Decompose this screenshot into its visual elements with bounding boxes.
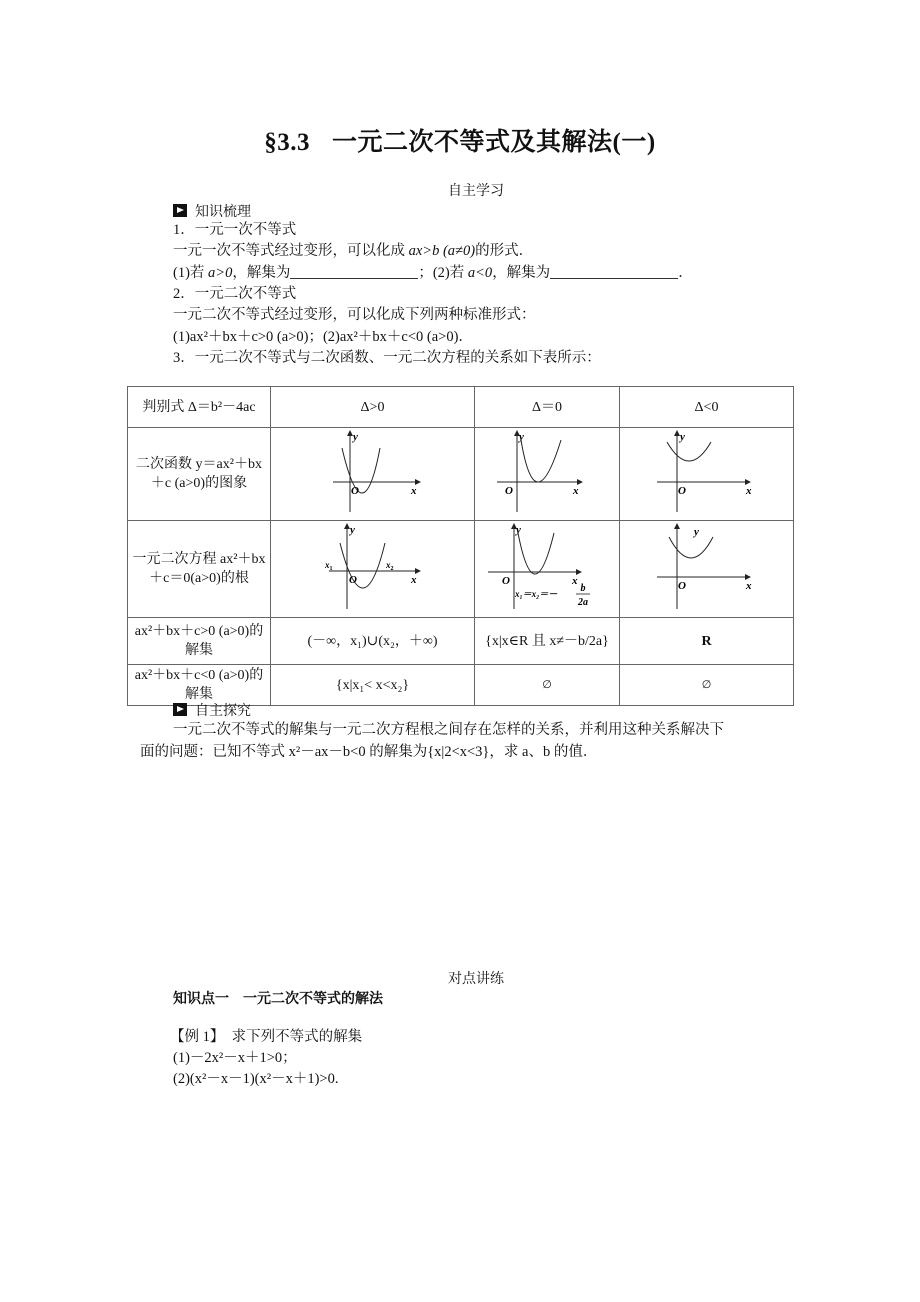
roots-none-graph: [647, 521, 767, 611]
roots-one-graph: [482, 521, 612, 611]
play-triangle-icon: [173, 703, 187, 716]
root-x1-label: $x_1$: [324, 560, 332, 572]
self-study-heading: 自主学习: [448, 183, 504, 199]
table-row-gt-solution: [128, 618, 794, 665]
graph-cell-neg: [620, 428, 794, 521]
problem-1: (1)－2x²－x＋1>0；: [173, 1050, 297, 1066]
case1-suffix: ，解集为: [232, 265, 291, 281]
row-header-roots: 一元二次方程 ax²＋bx＋c＝0(a>0)的根: [128, 521, 271, 618]
roots-cell-pos: [271, 521, 475, 618]
answer-blank-1[interactable]: [290, 278, 418, 279]
roots-two-graph: [323, 521, 423, 611]
explore-text-line1: 一元二次不等式的解集与一元二次方程根之间存在怎样的关系，并利用这种关系解决下: [173, 722, 724, 738]
col-header-pos: Δ>0: [271, 387, 475, 428]
relationship-table: [127, 386, 794, 706]
gt-solution-neg: R: [620, 618, 794, 665]
practice-heading: 对点讲练: [448, 971, 504, 987]
parabola-curve: [667, 442, 711, 461]
example-label: 【例 1】: [170, 1029, 225, 1045]
table-row-graph: [128, 428, 794, 521]
parabola-no-root-graph: [647, 428, 767, 514]
case2-suffix: ，解集为: [492, 265, 551, 281]
example-1: [170, 1027, 362, 1047]
parabola-two-roots-graph: [323, 428, 423, 514]
gt-solution-pos: (－∞，x₁)∪(x₂，＋∞): [271, 618, 475, 665]
x-label: x: [410, 574, 416, 586]
row-header-discriminant: 判别式 Δ＝b²－4ac: [128, 387, 271, 428]
x-label: x: [410, 485, 416, 497]
problem-2: (2)(x²－x－1)(x²－x＋1)>0.: [173, 1071, 339, 1087]
lt-solution-pos: {x|x₁< x<x₂}: [271, 665, 475, 706]
item1-form: ax>b (a≠0): [408, 243, 476, 259]
origin-label: O: [677, 580, 686, 592]
case-separator: ；: [418, 265, 433, 281]
item1-text: [173, 241, 533, 261]
y-axis-arrow-icon: [674, 523, 680, 529]
col-header-neg: Δ<0: [620, 387, 794, 428]
section-title: 一元二次不等式及其解法(一): [332, 129, 656, 156]
example-text: 求下列不等式的解集: [231, 1029, 363, 1045]
parabola-curve: [669, 537, 713, 558]
line-end: ．: [678, 265, 693, 281]
parabola-one-root-graph: [487, 428, 607, 514]
table-row-discriminant: [128, 387, 794, 428]
explore-heading-label: 自主探究: [195, 703, 251, 719]
section-number: §3.3: [264, 129, 311, 156]
gt-solution-zero: {x|x∈R 且 x≠－b/2a}: [475, 618, 620, 665]
lt-solution-zero: ∅: [475, 665, 620, 706]
row-header-graph: 二次函数 y＝ax²＋bx＋c (a>0)的图象: [128, 428, 271, 521]
item2-forms: (1)ax²＋bx＋c>0 (a>0)；(2)ax²＋bx＋c<0 (a>0)．: [173, 329, 473, 345]
x-label: x: [745, 580, 751, 592]
roots-cell-neg: [620, 521, 794, 618]
y-label: y: [693, 526, 699, 538]
x-label: x: [572, 575, 578, 587]
table-row-roots: [128, 521, 794, 618]
item2-text: 一元二次不等式经过变形，可以化成下列两种标准形式：: [173, 307, 536, 323]
y-label: y: [349, 524, 355, 536]
knowledge-heading-label: 知识梳理: [195, 204, 251, 220]
item1-text-main: 一元一次不等式经过变形，可以化成: [173, 243, 405, 259]
graph-cell-zero: [475, 428, 620, 521]
roots-cell-zero: [475, 521, 620, 618]
knowledge-heading: [173, 201, 251, 221]
parabola-curve: [518, 533, 554, 574]
origin-label: O: [502, 575, 510, 587]
row-header-lt: ax²＋bx＋c<0 (a>0)的解集: [128, 665, 271, 706]
explore-heading: [173, 700, 251, 720]
y-label: y: [516, 524, 521, 536]
explore-text-line2: 面的问题：已知不等式 x²－ax－b<0 的解集为{x|2<x<3}，求 a、b 的值．: [140, 744, 598, 760]
page-title: [0, 122, 920, 158]
double-root-den: 2a: [578, 597, 588, 608]
case1-cond: a>0: [208, 265, 233, 281]
answer-blank-2[interactable]: [550, 278, 678, 279]
y-label: y: [519, 431, 524, 443]
root-x2-label: $x_2$: [385, 560, 393, 572]
lt-solution-neg: ∅: [620, 665, 794, 706]
play-triangle-icon: [173, 204, 187, 217]
item1-tail: 的形式．: [475, 243, 534, 259]
origin-label: O: [350, 485, 359, 497]
double-root-num: b: [580, 583, 586, 594]
origin-label: O: [505, 485, 513, 497]
item3-title: 3．一元二次不等式与二次函数、一元二次方程的关系如下表所示：: [173, 350, 601, 366]
parabola-curve: [342, 448, 380, 493]
x-label: x: [573, 485, 579, 497]
origin-label: O: [348, 574, 357, 586]
item2-title: 2．一元二次不等式: [173, 286, 297, 302]
case2-prefix: (2)若: [432, 265, 465, 281]
x-label: x: [745, 485, 751, 497]
col-header-zero: Δ＝0: [475, 387, 620, 428]
origin-label: O: [677, 485, 686, 497]
double-root-label: x₁＝x₂＝－: [515, 589, 558, 599]
parabola-curve: [521, 440, 561, 482]
case2-cond: a<0: [467, 265, 493, 281]
y-label: y: [352, 431, 358, 443]
y-label: y: [679, 431, 685, 443]
item1-title: 1．一元一次不等式: [173, 222, 297, 238]
case1-prefix: (1)若: [173, 265, 205, 281]
graph-cell-pos: [271, 428, 475, 521]
row-header-gt: ax²＋bx＋c>0 (a>0)的解集: [128, 618, 271, 665]
knowledge-point-heading: 知识点一 一元二次不等式的解法: [173, 991, 383, 1007]
item1-cases: [173, 263, 693, 283]
